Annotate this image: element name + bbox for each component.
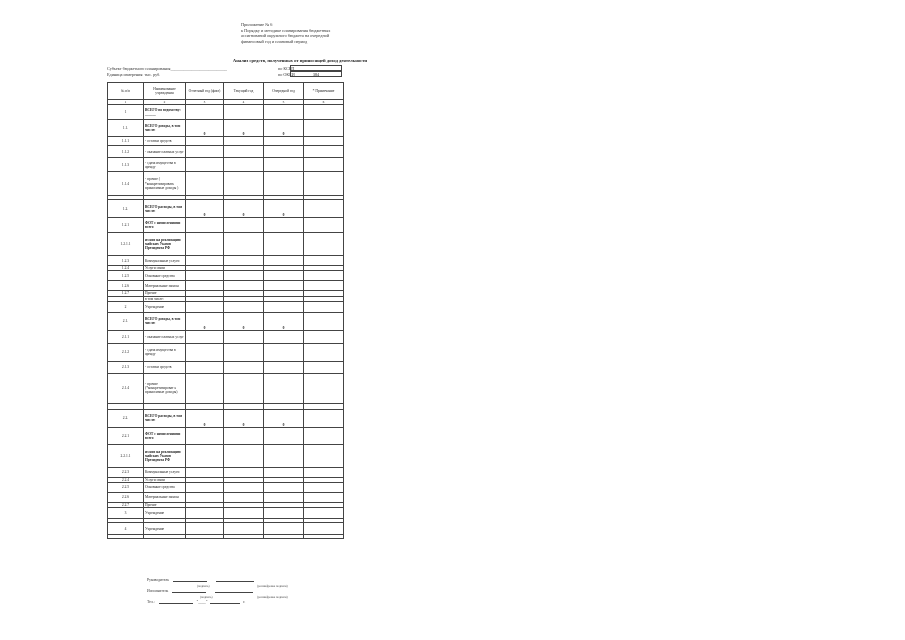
table-row	[108, 330, 344, 343]
table-row	[108, 281, 344, 291]
appendix-line: ассигнований окружного бюджета на очередной	[241, 33, 330, 39]
row-number-cell: 2	[108, 301, 144, 312]
row-name-cell	[144, 535, 186, 539]
current-year-cell[interactable]	[224, 105, 264, 120]
appendix-line: к Порядку и методике планирования бюджетных	[241, 27, 331, 33]
table-row	[108, 409, 344, 427]
table-row	[108, 271, 344, 281]
current-year-cell[interactable]	[224, 343, 264, 361]
next-year-cell[interactable]	[264, 361, 304, 373]
row-number-cell: 2.1.1	[108, 330, 144, 343]
table-row	[108, 312, 344, 330]
note-cell[interactable]	[304, 120, 344, 137]
row-number-cell: 1.2.1.1	[108, 233, 144, 256]
row-number-cell: 2.2.4	[108, 477, 144, 482]
next-year-cell[interactable]: 0	[264, 312, 304, 330]
reported-year-cell[interactable]	[186, 137, 224, 146]
head-decoding-field[interactable]	[216, 578, 254, 582]
report-table-body	[108, 83, 344, 539]
current-year-cell[interactable]	[224, 373, 264, 403]
header-cell: Очередной год	[264, 83, 304, 100]
note-cell[interactable]	[304, 146, 344, 158]
reported-year-cell[interactable]	[186, 256, 224, 266]
row-number-cell: 2.2.6	[108, 493, 144, 503]
table-row	[108, 508, 344, 519]
reported-year-cell[interactable]	[186, 343, 224, 361]
appendix-line: Приложение № 6	[241, 22, 273, 27]
note-cell[interactable]	[304, 508, 344, 519]
table-row	[108, 218, 344, 233]
current-year-cell[interactable]	[224, 427, 264, 444]
table-row	[108, 158, 344, 172]
table-row	[108, 493, 344, 503]
unit-code-label: по ОКЕИ	[278, 72, 295, 77]
row-number-cell: 1.2.7	[108, 291, 144, 296]
row-name-cell: из них на реализацию майских Указов Президента РФ	[144, 444, 186, 467]
row-number-cell: 1.2.4	[108, 266, 144, 271]
table-row	[108, 467, 344, 477]
row-number-cell: 2.1.4	[108, 373, 144, 403]
table-row	[108, 483, 344, 493]
note-cell[interactable]	[304, 233, 344, 256]
next-year-cell[interactable]	[264, 373, 304, 403]
next-year-cell[interactable]	[264, 158, 304, 172]
row-number-cell: 4	[108, 523, 144, 535]
row-name-cell: - сдача имущества в аренду	[144, 158, 186, 172]
subject-code-field[interactable]	[290, 65, 342, 71]
next-year-cell[interactable]	[264, 105, 304, 120]
next-year-cell[interactable]	[264, 172, 304, 196]
row-name-cell: ВСЕГО расходы, в том числе:	[144, 409, 186, 427]
reported-year-cell[interactable]	[186, 483, 224, 493]
row-number-cell: 1.2.3	[108, 256, 144, 266]
note-cell[interactable]	[304, 535, 344, 539]
reported-year-cell[interactable]	[186, 281, 224, 291]
note-cell[interactable]	[304, 200, 344, 218]
header-cell: Отчетный год (факт)	[186, 83, 224, 100]
row-number-cell: 1.2.1	[108, 218, 144, 233]
table-row	[108, 523, 344, 535]
index-cell: 5	[264, 100, 304, 105]
next-year-cell[interactable]	[264, 535, 304, 539]
table-header-row	[108, 83, 344, 100]
row-name-cell: Учреждение	[144, 508, 186, 519]
current-year-cell[interactable]	[224, 483, 264, 493]
row-number-cell: 1.1.4	[108, 172, 144, 196]
current-year-cell[interactable]	[224, 233, 264, 256]
note-cell[interactable]	[304, 256, 344, 266]
current-year-cell[interactable]	[224, 218, 264, 233]
executor-label: Исполнитель	[147, 589, 169, 593]
row-name-cell: Прочие	[144, 503, 186, 508]
date-month-field[interactable]	[210, 600, 240, 604]
next-year-cell[interactable]	[264, 343, 304, 361]
table-row	[108, 373, 344, 403]
row-name-cell: в том числе:	[144, 296, 186, 301]
note-cell[interactable]	[304, 343, 344, 361]
row-number-cell: 2.1.	[108, 312, 144, 330]
note-cell[interactable]	[304, 523, 344, 535]
reported-year-cell[interactable]: 0	[186, 409, 224, 427]
row-name-cell: Материальные запасы	[144, 493, 186, 503]
note-cell[interactable]	[304, 105, 344, 120]
reported-year-cell[interactable]	[186, 467, 224, 477]
note-cell[interactable]	[304, 137, 344, 146]
row-name-cell: ВСЕГО расходы, в том числе:	[144, 200, 186, 218]
reported-year-cell[interactable]	[186, 493, 224, 503]
current-year-cell[interactable]: 0	[224, 120, 264, 137]
header-cell: Наименование учреждения	[144, 83, 186, 100]
table-row	[108, 146, 344, 158]
head-decoding-note: (расшифровка подписи)	[257, 584, 288, 588]
unit-label: Единица измерения: тыс. руб.	[107, 72, 161, 77]
row-number-cell: 1.2.	[108, 200, 144, 218]
reported-year-cell[interactable]	[186, 218, 224, 233]
current-year-cell[interactable]	[224, 523, 264, 535]
reported-year-cell[interactable]	[186, 444, 224, 467]
row-number-cell: 3	[108, 508, 144, 519]
current-year-cell[interactable]	[224, 137, 264, 146]
reported-year-cell[interactable]	[186, 523, 224, 535]
table-row	[108, 233, 344, 256]
next-year-cell[interactable]	[264, 330, 304, 343]
current-year-cell[interactable]	[224, 146, 264, 158]
index-cell: 6	[304, 100, 344, 105]
note-cell[interactable]	[304, 271, 344, 281]
reported-year-cell[interactable]	[186, 535, 224, 539]
reported-year-cell[interactable]	[186, 373, 224, 403]
note-cell[interactable]	[304, 409, 344, 427]
current-year-cell[interactable]	[224, 172, 264, 196]
next-year-cell[interactable]	[264, 233, 304, 256]
row-number-cell: 1.2.6	[108, 281, 144, 291]
table-row	[108, 256, 344, 266]
next-year-cell[interactable]	[264, 256, 304, 266]
note-cell[interactable]	[304, 301, 344, 312]
next-year-cell[interactable]	[264, 427, 304, 444]
table-row	[108, 301, 344, 312]
next-year-cell[interactable]	[264, 301, 304, 312]
next-year-cell[interactable]	[264, 444, 304, 467]
phone-label: Тел.:	[147, 600, 155, 604]
year-suffix: г.	[243, 600, 246, 604]
row-number-cell: 2.2.7	[108, 503, 144, 508]
row-number-cell: 1.1.2	[108, 146, 144, 158]
current-year-cell[interactable]	[224, 158, 264, 172]
current-year-cell[interactable]	[224, 281, 264, 291]
row-number-cell: 2.2.5	[108, 483, 144, 493]
head-signature-field[interactable]	[173, 578, 207, 582]
next-year-cell[interactable]	[264, 218, 304, 233]
index-cell: 1	[108, 100, 144, 105]
row-name-cell: Услуги связи	[144, 477, 186, 482]
row-name-cell: - прочие ( *конкретизировать приносимые доходы )	[144, 172, 186, 196]
table-row	[108, 361, 344, 373]
subject-code-label: по КСБП	[278, 66, 295, 71]
note-cell[interactable]	[304, 172, 344, 196]
row-name-cell: ВСЕГО доходы, в том числе:	[144, 120, 186, 137]
executor-signature-line	[147, 589, 253, 593]
row-name-cell: из них на реализацию майских Указов Президента РФ	[144, 233, 186, 256]
row-name-cell: - остатки средств	[144, 361, 186, 373]
reported-year-cell[interactable]: 0	[186, 120, 224, 137]
note-cell[interactable]	[304, 373, 344, 403]
row-name-cell: - оказание платных услуг	[144, 146, 186, 158]
index-cell: 3	[186, 100, 224, 105]
current-year-cell[interactable]: 0	[224, 409, 264, 427]
reported-year-cell[interactable]	[186, 233, 224, 256]
phone-field[interactable]	[159, 600, 193, 604]
note-cell[interactable]	[304, 427, 344, 444]
note-cell[interactable]	[304, 361, 344, 373]
table-row	[108, 444, 344, 467]
current-year-cell[interactable]	[224, 361, 264, 373]
appendix-note	[241, 22, 371, 44]
subject-label: Субъект бюджетного планирования___________________________	[107, 66, 228, 71]
note-cell[interactable]	[304, 467, 344, 477]
table-row	[108, 105, 344, 120]
unit-code-field[interactable]: 384	[290, 71, 342, 77]
table-row	[108, 200, 344, 218]
note-cell[interactable]	[304, 281, 344, 291]
index-cell: 2	[144, 100, 186, 105]
row-name-cell: - оказание платных услуг	[144, 330, 186, 343]
document-title: Анализ средств, полученных от приносящей доход деятельности	[232, 58, 368, 63]
current-year-cell[interactable]	[224, 493, 264, 503]
appendix-line: финансовый год и плановый период	[241, 38, 308, 44]
next-year-cell[interactable]	[264, 271, 304, 281]
current-year-cell[interactable]	[224, 535, 264, 539]
row-name-cell: ФОТ с начислениями всего	[144, 218, 186, 233]
row-number-cell	[108, 535, 144, 539]
note-cell[interactable]	[304, 312, 344, 330]
next-year-cell[interactable]: 0	[264, 409, 304, 427]
reported-year-cell[interactable]	[186, 105, 224, 120]
current-year-cell[interactable]	[224, 256, 264, 266]
next-year-cell[interactable]	[264, 523, 304, 535]
reported-year-cell[interactable]	[186, 146, 224, 158]
row-name-cell: ВСЕГО доходы, в том числе:	[144, 312, 186, 330]
row-number-cell: 2.2.3	[108, 467, 144, 477]
head-signature-line	[147, 578, 254, 582]
next-year-cell[interactable]: 0	[264, 200, 304, 218]
header-cell: Текущий год	[224, 83, 264, 100]
next-year-cell[interactable]	[264, 467, 304, 477]
note-cell[interactable]	[304, 330, 344, 343]
row-name-cell: Материальные запасы	[144, 281, 186, 291]
row-number-cell: 1	[108, 105, 144, 120]
next-year-cell[interactable]	[264, 146, 304, 158]
note-cell[interactable]	[304, 218, 344, 233]
next-year-cell[interactable]	[264, 281, 304, 291]
current-year-cell[interactable]	[224, 508, 264, 519]
note-cell[interactable]	[304, 493, 344, 503]
reported-year-cell[interactable]	[186, 158, 224, 172]
row-name-cell: Коммунальные услуги	[144, 256, 186, 266]
reported-year-cell[interactable]	[186, 427, 224, 444]
head-label: Руководитель	[147, 578, 170, 582]
next-year-cell[interactable]	[264, 483, 304, 493]
current-year-cell[interactable]: 0	[224, 312, 264, 330]
phone-date-line	[147, 600, 245, 604]
row-name-cell: Основные средства	[144, 271, 186, 281]
reported-year-cell[interactable]	[186, 508, 224, 519]
row-name-cell: Учреждение	[144, 523, 186, 535]
current-year-cell[interactable]	[224, 271, 264, 281]
next-year-cell[interactable]	[264, 137, 304, 146]
head-signature-note: (подпись)	[197, 584, 210, 588]
row-name-cell: Учреждение	[144, 301, 186, 312]
date-day-mark: "____"	[196, 600, 208, 604]
current-year-cell[interactable]	[224, 467, 264, 477]
row-name-cell: ФОТ с начислениями всего	[144, 427, 186, 444]
next-year-cell[interactable]: 0	[264, 120, 304, 137]
header-cell: № п/п	[108, 83, 144, 100]
reported-year-cell[interactable]	[186, 172, 224, 196]
current-year-cell[interactable]	[224, 444, 264, 467]
row-number-cell: 2.2.1	[108, 427, 144, 444]
row-number-cell: 2.2.1.1	[108, 444, 144, 467]
table-row	[108, 137, 344, 146]
table-row	[108, 427, 344, 444]
reported-year-cell[interactable]	[186, 271, 224, 281]
row-name-cell: - прочие (*конкретизироват ь приносимые доходы)	[144, 373, 186, 403]
table-row	[108, 120, 344, 137]
row-name-cell: ВСЕГО по ведомству: ______	[144, 105, 186, 120]
row-number-cell: 2.1.2	[108, 343, 144, 361]
reported-year-cell[interactable]	[186, 301, 224, 312]
executor-signature-field[interactable]	[172, 589, 206, 593]
report-table	[107, 82, 344, 539]
row-name-cell: - остатки средств	[144, 137, 186, 146]
row-name-cell: Услуги связи	[144, 266, 186, 271]
reported-year-cell[interactable]	[186, 330, 224, 343]
note-cell[interactable]	[304, 444, 344, 467]
current-year-cell[interactable]: 0	[224, 200, 264, 218]
table-row	[108, 535, 344, 539]
row-number-cell: 2.1.3	[108, 361, 144, 373]
row-number-cell: 2.2.	[108, 409, 144, 427]
reported-year-cell[interactable]: 0	[186, 312, 224, 330]
header-cell: * Примечание	[304, 83, 344, 100]
row-name-cell: - сдача имущества в аренду	[144, 343, 186, 361]
next-year-cell[interactable]	[264, 493, 304, 503]
reported-year-cell[interactable]: 0	[186, 200, 224, 218]
executor-decoding-note: (расшифровка подписи)	[257, 595, 288, 599]
row-number-cell: 1.1.1	[108, 137, 144, 146]
index-cell: 4	[224, 100, 264, 105]
note-cell[interactable]	[304, 483, 344, 493]
row-number-cell: 1.1.3	[108, 158, 144, 172]
row-number-cell: 1.2.5	[108, 271, 144, 281]
current-year-cell[interactable]	[224, 301, 264, 312]
current-year-cell[interactable]	[224, 330, 264, 343]
row-name-cell: Прочие	[144, 291, 186, 296]
row-number-cell: 1.1.	[108, 120, 144, 137]
table-row	[108, 343, 344, 361]
row-name-cell: Основные средства	[144, 483, 186, 493]
executor-signature-note: (подпись)	[200, 595, 213, 599]
reported-year-cell[interactable]	[186, 361, 224, 373]
row-name-cell: Коммунальные услуги	[144, 467, 186, 477]
next-year-cell[interactable]	[264, 508, 304, 519]
table-row	[108, 172, 344, 196]
note-cell[interactable]	[304, 158, 344, 172]
executor-decoding-field[interactable]	[215, 589, 253, 593]
